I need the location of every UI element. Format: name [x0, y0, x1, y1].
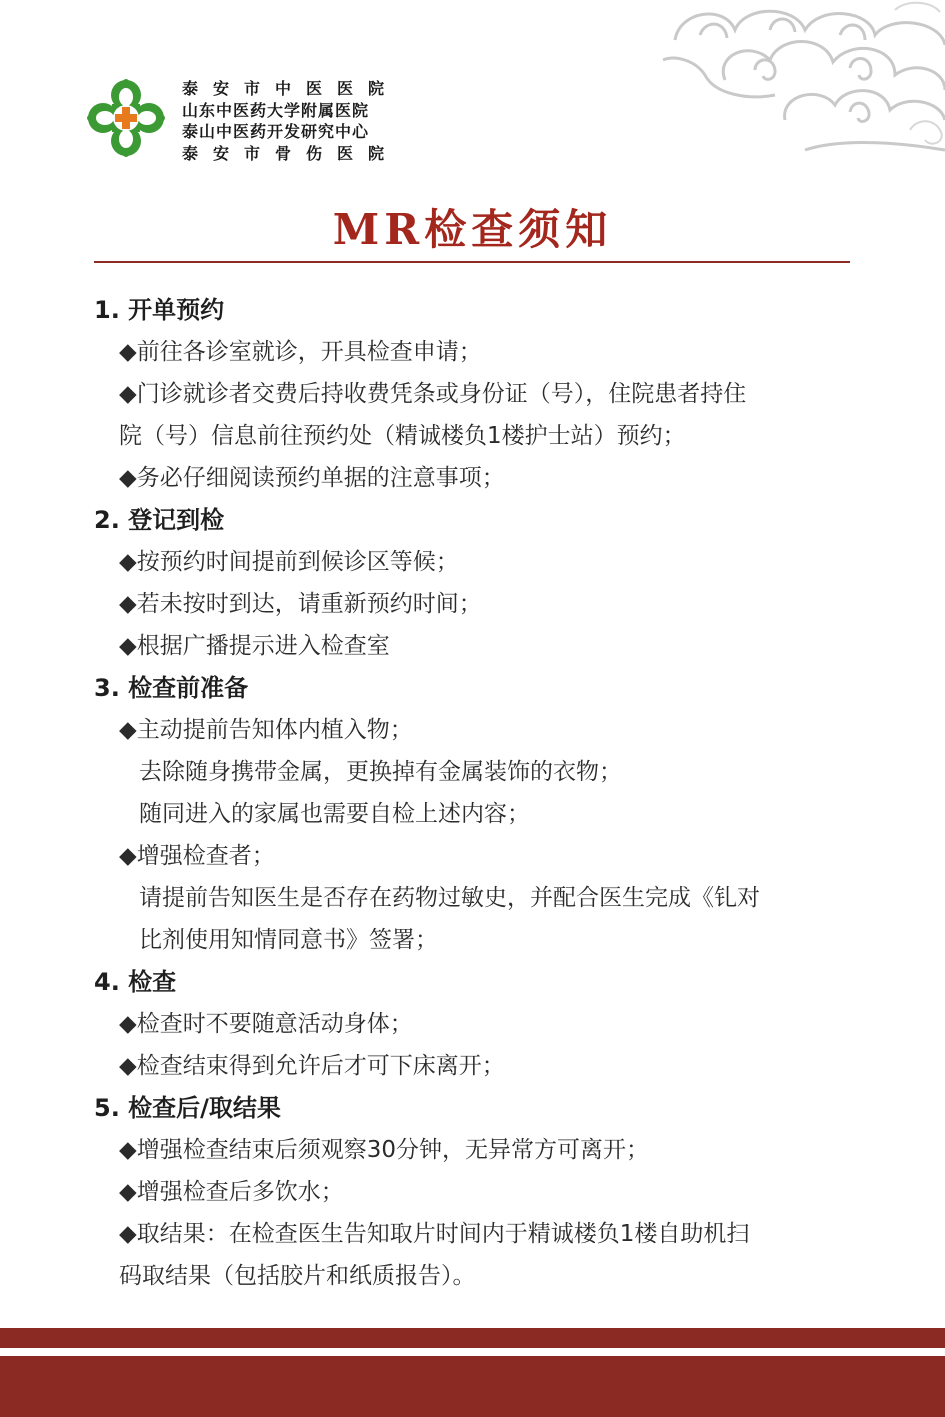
- section-items: [94, 1129, 854, 1297]
- instruction-line: ◆若未按时到达，请重新预约时间；: [119, 591, 482, 617]
- section-heading: 5. 检查后/取结果: [94, 1094, 281, 1122]
- section-heading: 1. 开单预约: [94, 296, 225, 324]
- section-heading: 4. 检查: [94, 968, 177, 996]
- instruction-line: 院（号）信息前往预约处（精诚楼负1楼护士站）预约；: [119, 423, 686, 449]
- institution-name: 山东中医药大学附属医院: [182, 100, 370, 120]
- section-items: [94, 541, 854, 667]
- footer-band: [0, 1356, 945, 1417]
- instruction-line: 去除随身携带金属，更换掉有金属装饰的衣物；: [139, 759, 622, 785]
- section-check-in: [94, 499, 854, 667]
- section-booking: [94, 289, 854, 499]
- instructions: [94, 289, 854, 1297]
- section-heading: 3. 检查前准备: [94, 674, 249, 702]
- instruction-line: ◆按预约时间提前到候诊区等候；: [119, 549, 459, 575]
- hospital-cross-clover-logo: [86, 78, 166, 158]
- section-heading: 2. 登记到检: [94, 506, 225, 534]
- instruction-line: ◆增强检查结束后须观察30分钟，无异常方可离开；: [119, 1137, 649, 1163]
- instruction-line: ◆务必仔细阅读预约单据的注意事项；: [119, 465, 505, 491]
- instruction-line: 请提前告知医生是否存在药物过敏史，并配合医生完成《钆对: [139, 885, 760, 911]
- instruction-line: 比剂使用知情同意书》签署；: [139, 927, 438, 953]
- cloud-ornament: [655, 0, 945, 170]
- instruction-line: ◆取结果：在检查医生告知取片时间内于精诚楼负1楼自助机扫: [119, 1221, 750, 1247]
- instruction-line: ◆前往各诊室就诊，开具检查申请；: [119, 339, 482, 365]
- institution-name: 泰安市骨伤医院: [182, 143, 400, 163]
- instruction-line: ◆增强检查者；: [119, 843, 275, 869]
- institution-name: 泰安市中医医院: [182, 79, 400, 98]
- institution-name: 泰山中医药开发研究中心: [182, 122, 370, 141]
- instruction-line: ◆检查结束得到允许后才可下床离开；: [119, 1053, 505, 1079]
- instruction-line: ◆门诊就诊者交费后持收费凭条或身份证（号），住院患者持住: [119, 381, 747, 407]
- section-examination: [94, 961, 854, 1087]
- instruction-line: ◆增强检查后多饮水；: [119, 1179, 344, 1205]
- page-title: MR检查须知: [332, 205, 613, 254]
- instruction-line: ◆检查时不要随意活动身体；: [119, 1011, 413, 1037]
- section-items: [94, 1003, 854, 1087]
- section-preparation: [94, 667, 854, 961]
- instruction-line: ◆主动提前告知体内植入物；: [119, 717, 413, 743]
- instruction-line: 码取结果（包括胶片和纸质报告）。: [119, 1263, 476, 1289]
- section-items: [94, 709, 854, 961]
- title-divider: [94, 261, 850, 263]
- instruction-line: 随同进入的家属也需要自检上述内容；: [139, 801, 530, 827]
- institution-list: [182, 78, 399, 164]
- section-items: [94, 331, 854, 499]
- instruction-line: ◆根据广播提示进入检查室: [119, 633, 390, 659]
- footer-stripe: [0, 1328, 945, 1348]
- section-after-results: [94, 1087, 854, 1297]
- header: [86, 74, 446, 166]
